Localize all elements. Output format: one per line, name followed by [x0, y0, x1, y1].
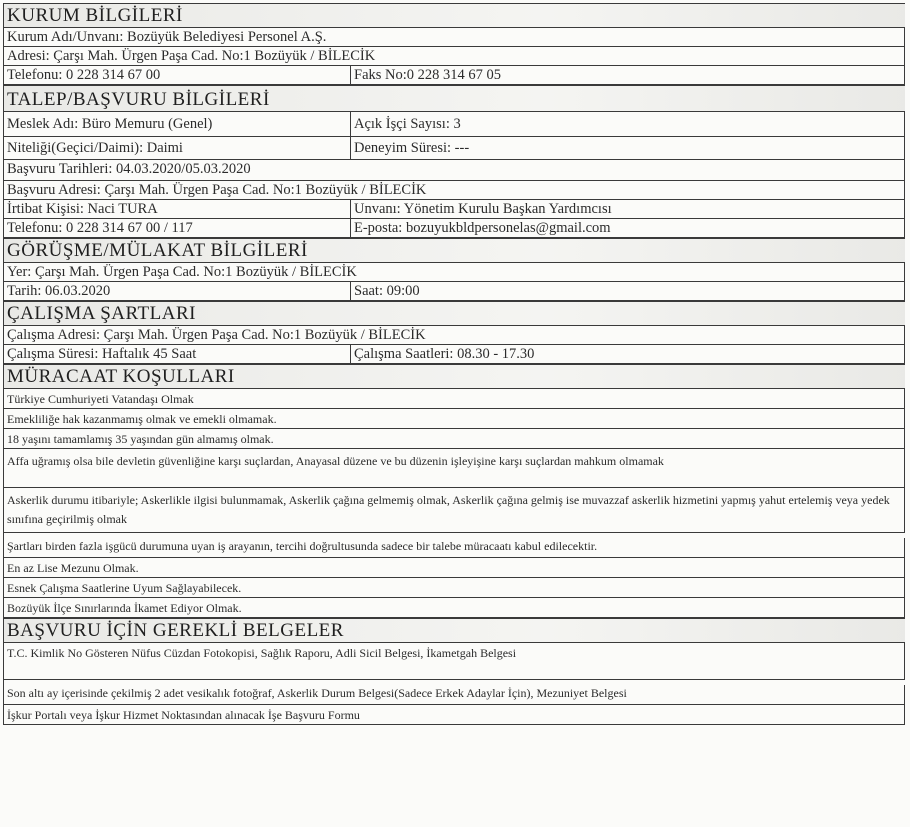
table-row: [3, 345, 905, 364]
table-row: [3, 200, 905, 219]
basvuru-tarihleri: Başvuru Tarihleri: 04.03.2020/05.03.2020: [4, 160, 905, 180]
section-gorusme-header: [3, 238, 905, 263]
table-row: [3, 112, 905, 137]
section-muracaat-header: [3, 364, 905, 389]
section-belgeler-header: [3, 618, 905, 643]
table-row: [3, 160, 905, 181]
section-title: BAŞVURU İÇİN GEREKLİ BELGELER: [7, 620, 344, 641]
belge-item: T.C. Kimlik No Gösteren Nüfus Cüzdan Fotokopisi, Sağlık Raporu, Adli Sicil Belgesi, İkametgah Belgesi: [4, 643, 905, 679]
basvuru-adresi: Başvuru Adresi: Çarşı Mah. Ürgen Paşa Cad. No:1 Bozüyük / BİLECİK: [4, 181, 905, 199]
table-row: [3, 219, 905, 238]
kosul-item: Affa uğramış olsa bile devletin güvenliğine karşı suçlardan, Anayasal düzene ve bu düzenin işleyişine karşı suçlardan mahkum olmamak: [4, 449, 905, 487]
section-title: MÜRACAAT KOŞULLARI: [7, 366, 235, 387]
list-item: [3, 705, 905, 725]
list-item: [3, 578, 905, 598]
kosul-item: En az Lise Mezunu Olmak.: [4, 558, 905, 577]
kosul-item: Esnek Çalışma Saatlerine Uyum Sağlayabilecek.: [4, 578, 905, 597]
list-item: [3, 598, 905, 618]
section-title: GÖRÜŞME/MÜLAKAT BİLGİLERİ: [7, 240, 308, 261]
kurum-telefon: Telefonu: 0 228 314 67 00: [4, 66, 351, 84]
job-posting-document: [3, 3, 905, 725]
niteligi: Niteliği(Geçici/Daimi): Daimi: [4, 137, 351, 159]
section-title: TALEP/BAŞVURU BİLGİLERİ: [7, 89, 270, 110]
section-title: ÇALIŞMA ŞARTLARI: [7, 303, 196, 324]
table-row: [3, 47, 905, 66]
kurum-adres: Adresi: Çarşı Mah. Ürgen Paşa Cad. No:1 Bozüyük / BİLECİK: [4, 47, 905, 65]
kosul-item: Şartları birden fazla işgücü durumuna uyan iş arayanın, tercihi doğrultusunda sadece bir talebe müracaatı kabul edilecektir.: [4, 538, 905, 557]
kosul-item: Türkiye Cumhuriyeti Vatandaşı Olmak: [4, 389, 905, 408]
list-item: [3, 389, 905, 409]
list-item: [3, 449, 905, 488]
section-kurum-header: [3, 3, 905, 28]
list-item: [3, 409, 905, 429]
kosul-item: 18 yaşını tamamlamış 35 yaşından gün almamış olmak.: [4, 429, 905, 448]
kurum-faks: Faks No:0 228 314 67 05: [351, 66, 905, 84]
calisma-saatleri: Çalışma Saatleri: 08.30 - 17.30: [351, 345, 905, 363]
table-row: [3, 66, 905, 85]
list-item: [3, 680, 905, 705]
table-row: [3, 326, 905, 345]
irtibat-unvani: Unvanı: Yönetim Kurulu Başkan Yardımcısı: [351, 200, 905, 218]
list-item: [3, 429, 905, 449]
gorusme-saat: Saat: 09:00: [351, 282, 905, 300]
table-row: [3, 263, 905, 282]
table-row: [3, 137, 905, 160]
section-calisma-header: [3, 301, 905, 326]
belge-item: İşkur Portalı veya İşkur Hizmet Noktasından alınacak İşe Başvuru Formu: [4, 705, 905, 724]
kosul-item: Emekliliğe hak kazanmamış olmak ve emekli olmamak.: [4, 409, 905, 428]
table-row: [3, 28, 905, 47]
gorusme-yer: Yer: Çarşı Mah. Ürgen Paşa Cad. No:1 Bozüyük / BİLECİK: [4, 263, 905, 281]
talep-eposta[interactable]: E-posta: bozuyukbldpersonelas@gmail.com: [351, 219, 905, 237]
list-item: [3, 558, 905, 578]
table-row: [3, 282, 905, 301]
meslek-adi: Meslek Adı: Büro Memuru (Genel): [4, 112, 351, 136]
section-title: KURUM BİLGİLERİ: [7, 5, 183, 26]
gorusme-tarih: Tarih: 06.03.2020: [4, 282, 351, 300]
kosul-item: Bozüyük İlçe Sınırlarında İkamet Ediyor Olmak.: [4, 598, 905, 617]
talep-telefon: Telefonu: 0 228 314 67 00 / 117: [4, 219, 351, 237]
list-item: [3, 488, 905, 533]
kosul-item: Askerlik durumu itibariyle; Askerlikle ilgisi bulunmamak, Askerlik çağına gelmemiş olmak, Askerlik çağına gelmiş ise muvazzaf askerlik hizmetini yapmış yahut ertelemiş veya yedek sınıfına geçirilmiş olmak: [4, 488, 905, 532]
belge-item: Son altı ay içerisinde çekilmiş 2 adet vesikalık fotoğraf, Askerlik Durum Belgesi(Sadece Erkek Adaylar İçin), Mezuniyet Belgesi: [4, 685, 905, 704]
kurum-adi: Kurum Adı/Unvanı: Bozüyük Belediyesi Personel A.Ş.: [4, 28, 905, 46]
list-item: [3, 533, 905, 558]
acik-isci-sayisi: Açık İşçi Sayısı: 3: [351, 112, 905, 136]
list-item: [3, 643, 905, 680]
section-talep-header: [3, 85, 905, 112]
calisma-suresi: Çalışma Süresi: Haftalık 45 Saat: [4, 345, 351, 363]
table-row: [3, 181, 905, 200]
calisma-adresi: Çalışma Adresi: Çarşı Mah. Ürgen Paşa Cad. No:1 Bozüyük / BİLECİK: [4, 326, 905, 344]
deneyim-suresi: Deneyim Süresi: ---: [351, 137, 905, 159]
irtibat-kisisi: İrtibat Kişisi: Naci TURA: [4, 200, 351, 218]
